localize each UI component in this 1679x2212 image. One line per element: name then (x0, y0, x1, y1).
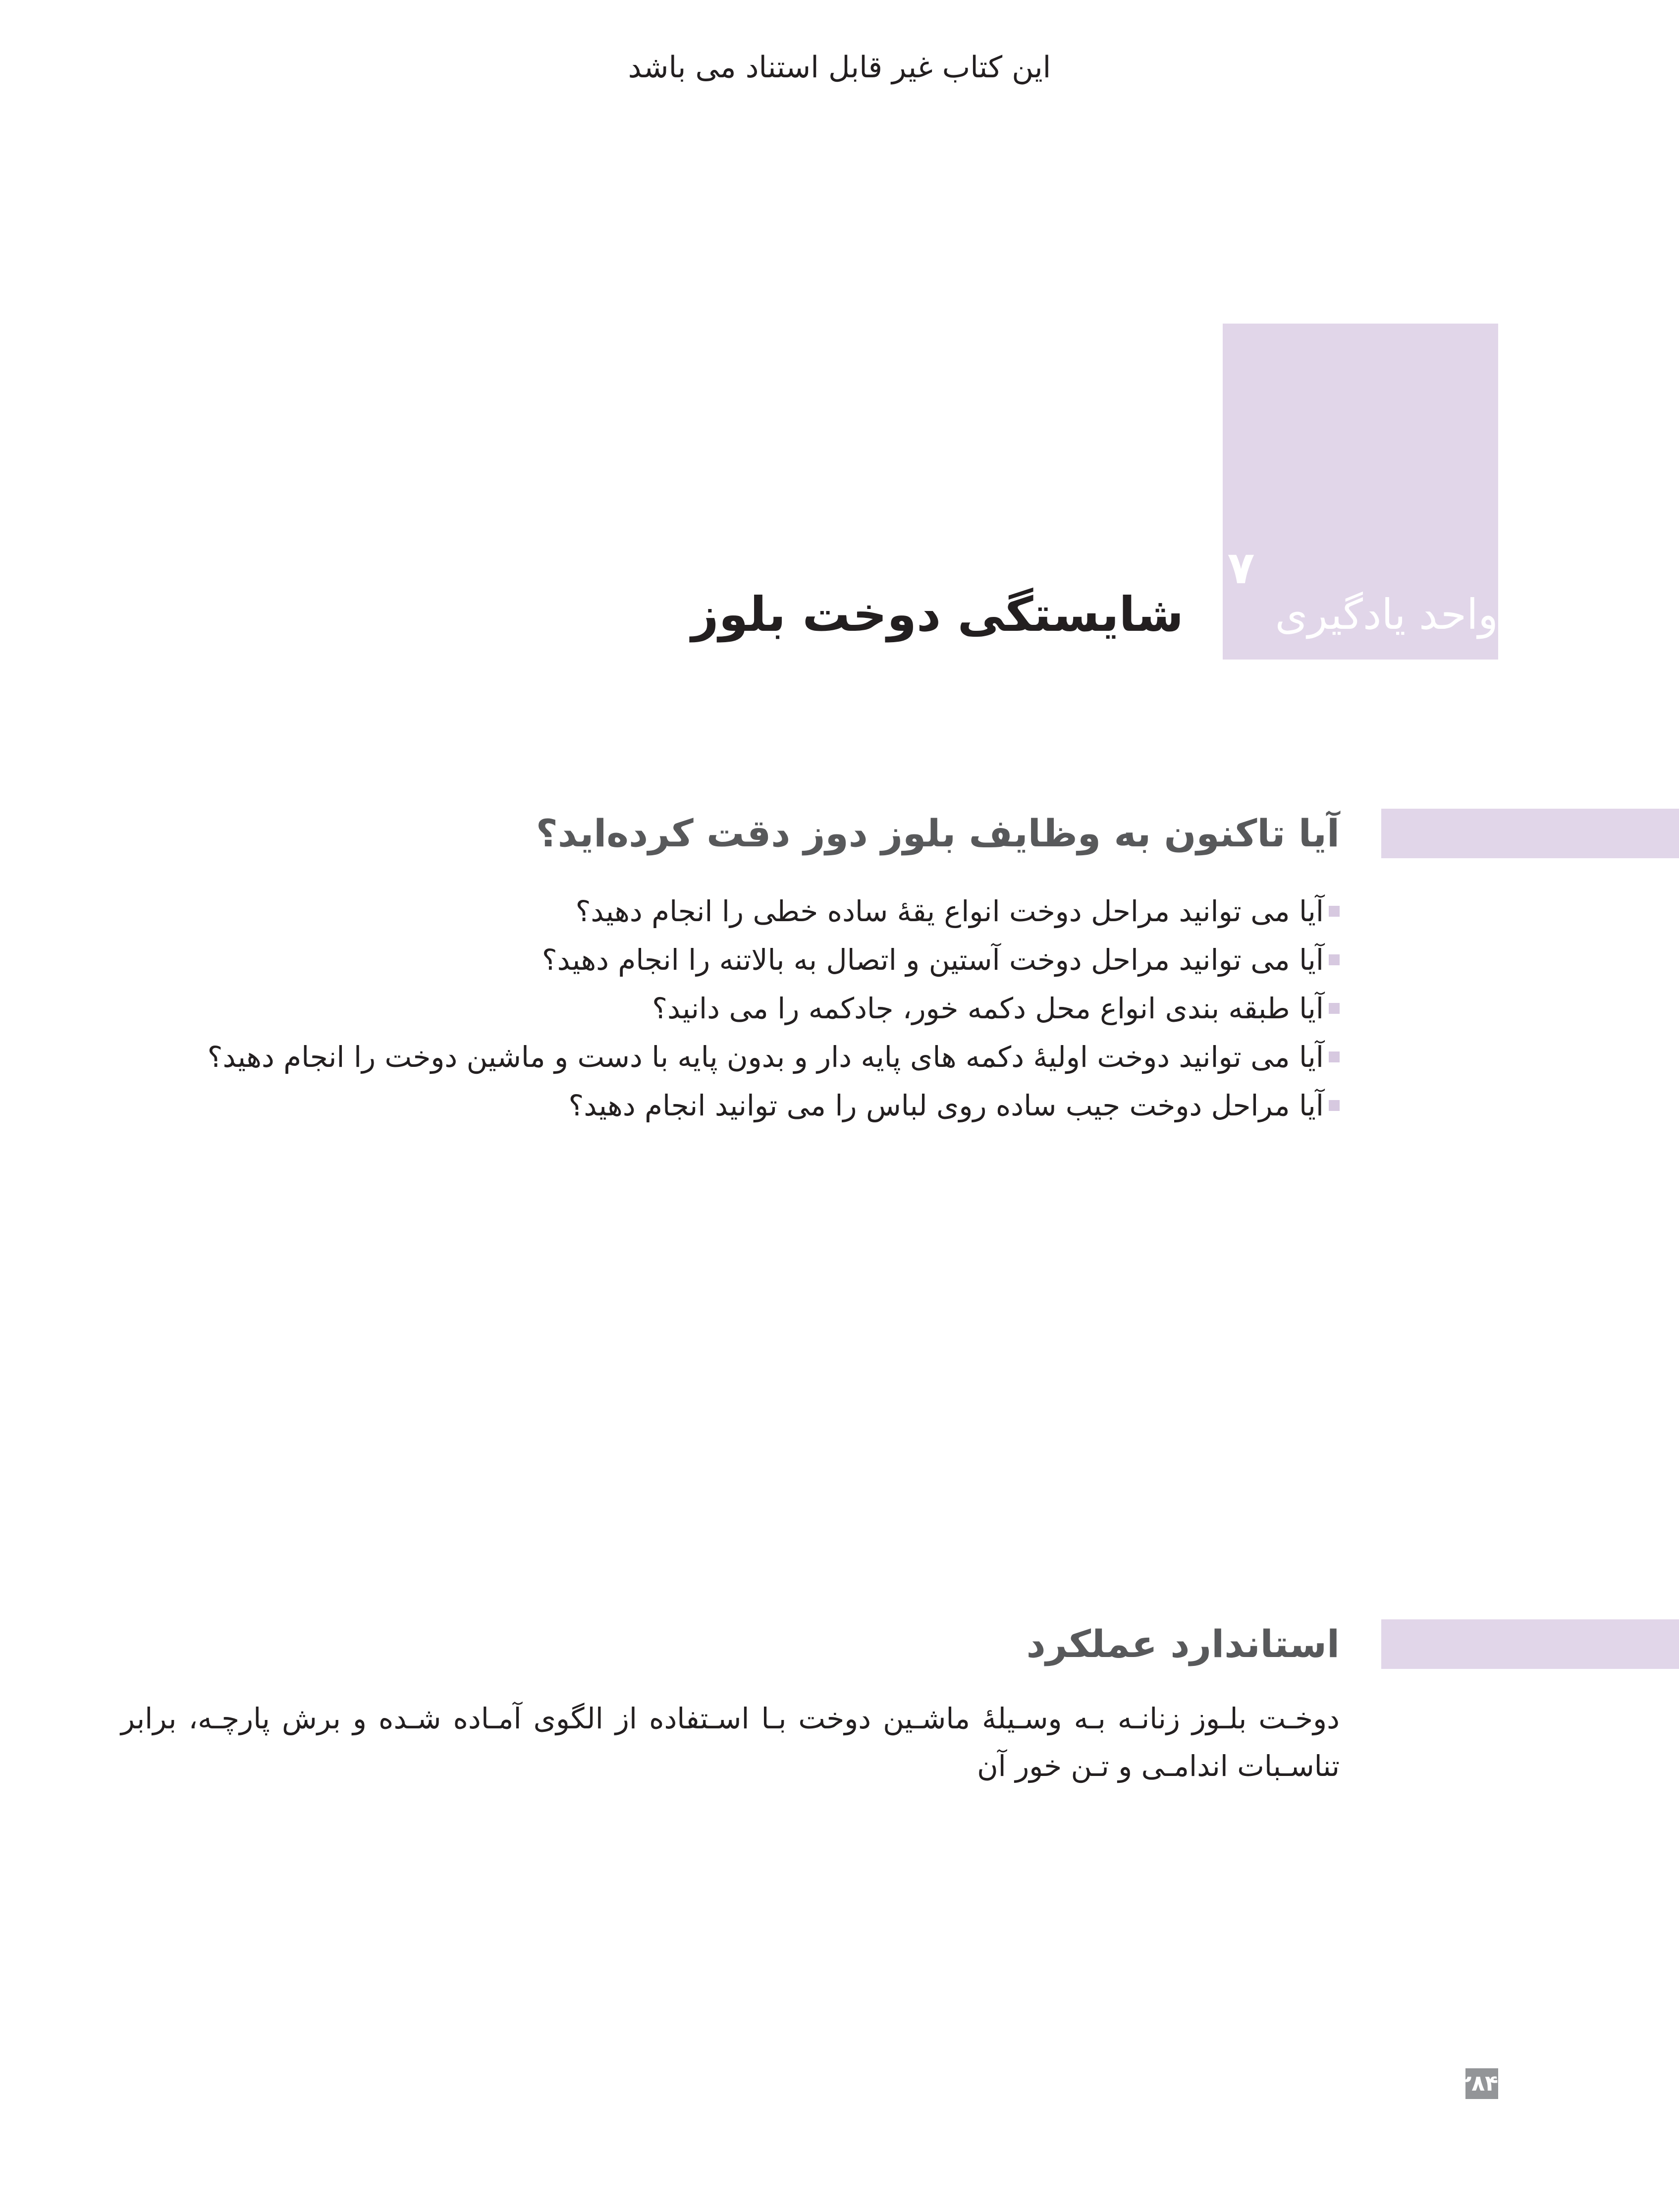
section-accent-bar (1381, 809, 1679, 858)
book-notice: این کتاب غیر قابل استناد می باشد (628, 50, 1051, 85)
square-bullet-icon (1329, 906, 1340, 917)
questions-list (208, 887, 1340, 1130)
page-number: ۲۸۴ (1465, 2068, 1498, 2099)
unit-number: ۷ (1227, 542, 1255, 594)
list-item (208, 887, 1340, 936)
question-text: آیا مراحل دوخت جیب ساده روی لباس را می توانید انجام دهید؟ (568, 1089, 1324, 1122)
list-item (208, 984, 1340, 1033)
question-text: آیا می توانید مراحل دوخت انواع یقهٔ ساده خطی را انجام دهید؟ (575, 894, 1324, 928)
square-bullet-icon (1329, 954, 1340, 965)
competency-title: شایستگی دوخت بلوز (691, 587, 1184, 642)
unit-label: واحد یادگیری (1275, 590, 1498, 639)
list-item (208, 1081, 1340, 1130)
square-bullet-icon (1329, 1003, 1340, 1014)
question-text: آیا می توانید مراحل دوخت آستین و اتصال به بالاتنه را انجام دهید؟ (542, 943, 1324, 977)
standard-heading: استاندارد عملکرد (1026, 1622, 1340, 1666)
list-item (208, 936, 1340, 984)
questions-heading: آیا تاکنون به وظایف بلوز دوز دقت کرده‌اید؟ (536, 811, 1340, 855)
square-bullet-icon (1329, 1100, 1340, 1111)
question-text: آیا می توانید دوخت اولیهٔ دکمه های پایه دار و بدون پایه با دست و ماشین دوخت را انجام دهید؟ (207, 1040, 1324, 1074)
list-item (208, 1033, 1340, 1081)
standard-paragraph: دوخـت بلـوز زنانـه بـه وسـیلهٔ ماشـین دوخت بـا اسـتفاده از الگوی آمـاده شـده و برش پارچـه، برابر تناسـبات اندامـی و تـن خور آن (121, 1702, 1340, 1783)
section-accent-bar (1381, 1619, 1679, 1669)
square-bullet-icon (1329, 1051, 1340, 1062)
question-text: آیا طبقه بندی انواع محل دکمه خور، جادکمه را می دانید؟ (652, 992, 1324, 1025)
